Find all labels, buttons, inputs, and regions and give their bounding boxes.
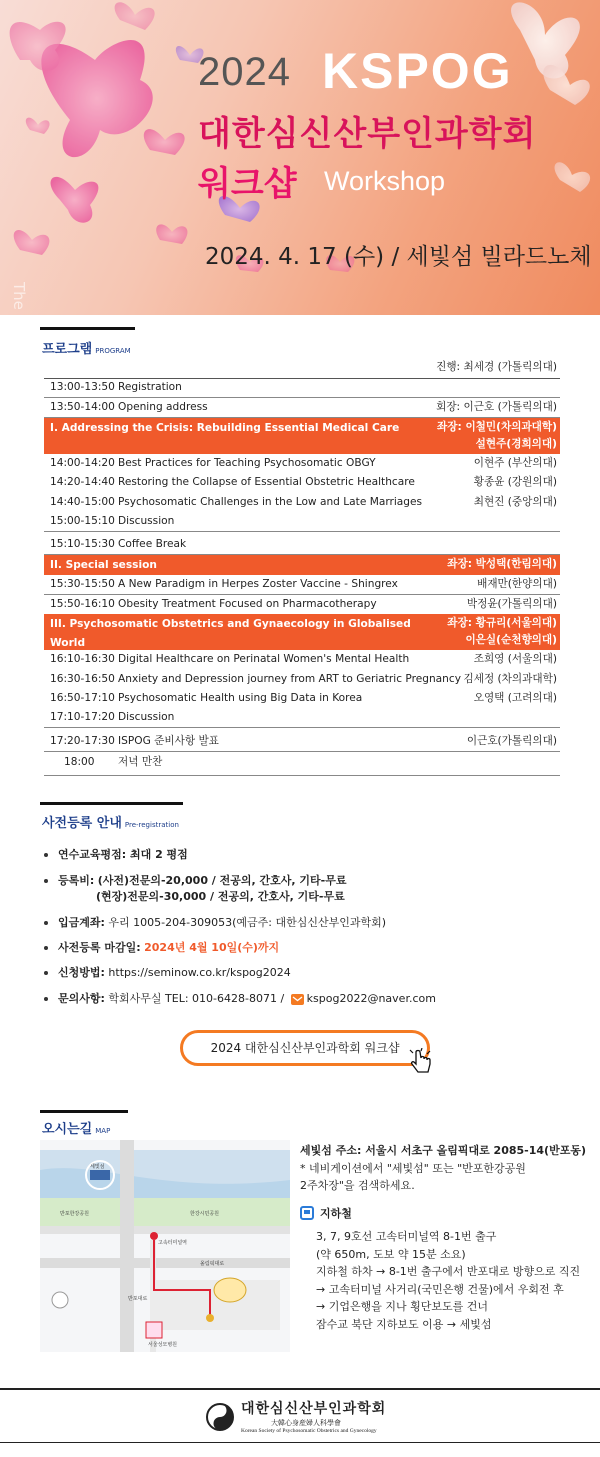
hero-event-name: KSPOG: [322, 43, 513, 99]
map-label: 고속터미널역: [158, 1240, 187, 1246]
footer-divider: [0, 1388, 600, 1390]
registration-title: 사전등록 안내 Pre-registration: [42, 816, 179, 831]
hero-society-name: 대한심신산부인과학회: [198, 114, 537, 154]
map-graphic: [40, 1140, 290, 1352]
subway-heading: 지하철: [300, 1205, 586, 1223]
fee-item-2: (현장)전문의-30,000 / 전공의, 간호사, 기타-무료: [96, 890, 345, 903]
address-text: 세빛섬 주소: 서울시 서초구 올림픽대로 2085-14(반포동): [300, 1144, 586, 1157]
credit-item: 연수교육평점: 최대 2 평점: [44, 846, 188, 862]
deadline-item: 사전등록 마감일: 2024년 4월 10일(수)까지: [44, 939, 279, 955]
hero-workshop-en: Workshop: [324, 166, 446, 196]
table-row: 16:10-16:30 Digital Healthcare on Perinatal Women's Mental Health 조희영 (서울의대): [50, 653, 557, 665]
session-header-3: III. Psychosomatic Obstetrics and Gynaecology in Globalised World 좌장: 황규리(서울의대) 이은실(순천향의대): [44, 614, 560, 650]
contact-item: 문의사항: 학회사무실 TEL: 010-6428-8071 / kspog2022@naver.com: [44, 990, 436, 1006]
hero-year: 2024: [198, 50, 291, 94]
pointer-hand-icon: [408, 1048, 438, 1078]
table-row: 18:00 저녁 만찬: [44, 752, 560, 776]
table-row: 16:30-16:50 Anxiety and Depression journey from ART to Geriatric Pregnancy 김세정 (차의과대학): [50, 672, 557, 685]
registration-title-bar: [40, 802, 183, 805]
map-title: 오시는길 MAP: [42, 1122, 111, 1137]
session-header-2: II. Special session 좌장: 박성택(한림의대): [44, 555, 560, 575]
account-item: 입금계좌: 우리 1005-204-309053(예금주: 대한심신산부인과학회): [44, 914, 386, 930]
table-row: 17:20-17:30 ISPOG 준비사항 발표 이근호(가톨릭의대): [44, 732, 560, 752]
footer-society-kr: 대한심신산부인과학회: [241, 1401, 387, 1417]
table-row: 14:40-15:00 Psychosomatic Challenges in the Low and Late Marriages 최현진 (중앙의대): [50, 495, 557, 508]
mail-icon: [291, 994, 304, 1005]
hero-side-text: The: [10, 282, 28, 310]
table-row: 14:20-14:40 Restoring the Collapse of Essential Obstetric Healthcare 황종윤 (강원의대): [50, 476, 557, 488]
map-label: 반포한강공원: [60, 1211, 89, 1217]
session-header-1: I. Addressing the Crisis: Rebuilding Essential Medical Care 좌장: 이철민(차의과대학) 설현주(경희의대): [44, 418, 560, 454]
society-logo-icon: [205, 1402, 235, 1432]
nav-hint-2: 2주차장"을 검색하세요.: [300, 1179, 415, 1192]
fee-item: 등록비: (사전)전문의-20,000 / 전공의, 간호사, 기타-무료: [44, 872, 347, 888]
footer-bottom-divider: [0, 1442, 600, 1443]
table-row: 15:00-15:10 Discussion: [44, 512, 560, 532]
program-title: 프로그램 PROGRAM: [42, 342, 131, 357]
map-label: 올림픽대로: [200, 1261, 225, 1267]
hero-workshop-kr: 워크샵: [198, 164, 297, 204]
subway-icon: [300, 1206, 314, 1220]
program-host: 진행: 최세경 (가톨릭의대): [436, 361, 557, 373]
program-title-bar: [40, 327, 135, 330]
map-label: 한강시민공원: [190, 1211, 219, 1217]
nav-hint-1: * 네비게이션에서 "세빛섬" 또는 "반포한강공원: [300, 1161, 526, 1175]
workshop-register-button[interactable]: 2024 대한심신산부인과학회 워크샵: [180, 1030, 430, 1066]
table-row: 13:00-13:50 Registration: [44, 379, 560, 399]
location-map[interactable]: [40, 1140, 290, 1352]
map-title-bar: [40, 1110, 128, 1113]
map-label: 반포대로: [128, 1296, 148, 1302]
hero-date-place: 2024. 4. 17 (수) / 세빛섬 빌라드노체: [205, 244, 592, 270]
table-row: 15:50-16:10 Obesity Treatment Focused on Pharmacotherapy 박정윤(가톨릭의대): [50, 597, 557, 610]
table-row: 15:10-15:30 Coffee Break: [44, 536, 560, 556]
table-row: 16:50-17:10 Psychosomatic Health using Big Data in Korea 오영택 (고려의대): [50, 692, 557, 704]
method-item: 신청방법: https://seminow.co.kr/kspog2024: [44, 964, 291, 980]
footer-society-en: Korean Society of Psychosomatic Obstetrics and Gynecology: [241, 1428, 377, 1434]
directions-info: [300, 1142, 586, 1333]
footer-society-hanja: 大韓心身産婦人科學會: [271, 1419, 341, 1427]
table-row: 17:10-17:20 Discussion: [44, 709, 560, 729]
program-table: [44, 358, 560, 776]
registration-link[interactable]: https://seminow.co.kr/kspog2024: [108, 966, 291, 979]
map-label: 세빛섬: [90, 1164, 105, 1170]
subway-directions: 3, 7, 9호선 고속터미널역 8-1번 출구 (약 650m, 도보 약 15분 소요) 지하철 하차 → 8-1번 출구에서 반포대로 방향으로 직진 → 고속터미널 사거리(국민은행 건물)에서 우회전 후 → 기업은행을 지나 횡단보도를 건너 잠수교 북단 지하보도 이용 → 세빛섬: [316, 1230, 581, 1331]
hero-banner: [0, 0, 600, 315]
contact-email[interactable]: kspog2022@naver.com: [306, 992, 436, 1005]
table-row: 13:50-14:00 Opening address 회장: 이근호 (가톨릭의대): [44, 398, 560, 418]
table-row: 14:00-14:20 Best Practices for Teaching Psychosomatic OBGY 이현주 (부산의대): [50, 456, 557, 469]
table-row: 15:30-15:50 A New Paradigm in Herpes Zoster Vaccine - Shingrex 배재만(한양의대): [44, 575, 560, 595]
map-label: 서울성모병원: [148, 1342, 177, 1348]
